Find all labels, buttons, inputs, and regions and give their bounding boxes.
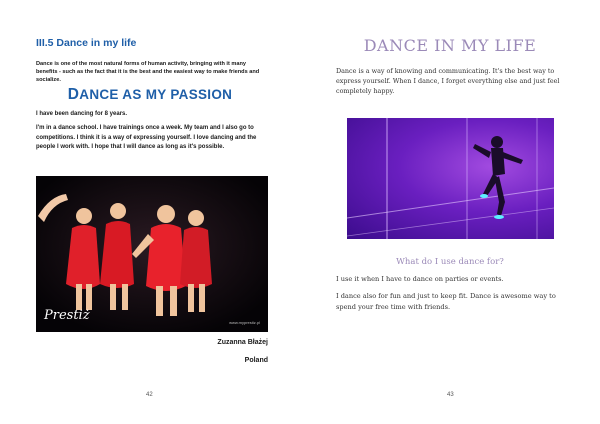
intro-paragraph: Dance is one of the most natural forms of human activity, bringing with it many benefits - such as the fact that it is the best and the easiest way to make friends and socialize. (36, 61, 260, 83)
heading-rest: ANCE AS MY PASSION (79, 87, 233, 102)
photo-logo: Prestiż (44, 308, 90, 323)
author-block (217, 334, 268, 370)
right-intro-paragraph: Dance is a way of knowing and communicating. It's the best way to express yourself. When I dance, I forget everything else and just feel completely happy. (336, 67, 560, 95)
right-page-title: DANCE IN MY LIFE (363, 36, 537, 55)
photo-credit: www.myprestiz.pl (229, 320, 260, 325)
page-number-right: 43 (447, 392, 454, 398)
page-number-left: 42 (146, 392, 153, 398)
neon-dancer-illustration (347, 118, 554, 239)
heading-initial: D (67, 86, 80, 103)
author-name: Zuzanna Błażej (217, 339, 268, 346)
years-paragraph: I have been dancing for 8 years. (36, 111, 128, 117)
parties-paragraph: I use it when I have to dance on parties or events. (336, 275, 504, 283)
use-dance-subheading: What do I use dance for? (396, 257, 504, 267)
dancers-photo (36, 176, 268, 332)
passion-heading (0, 86, 300, 104)
section-title: III.5 Dance in my life (36, 37, 137, 49)
neon-dancer-photo (347, 118, 554, 239)
author-country: Poland (244, 357, 268, 364)
fun-paragraph: I dance also for fun and just to keep fit. Dance is awesome way to spend your free time with friends. (336, 292, 556, 311)
school-paragraph: I'm in a dance school. I have trainings once a week. My team and I also go to competitions. I think it is a way of expressing yourself. I love dancing and the people I work with. I hope that I will dance as long as it's possible. (36, 125, 257, 150)
right-page (300, 0, 600, 424)
